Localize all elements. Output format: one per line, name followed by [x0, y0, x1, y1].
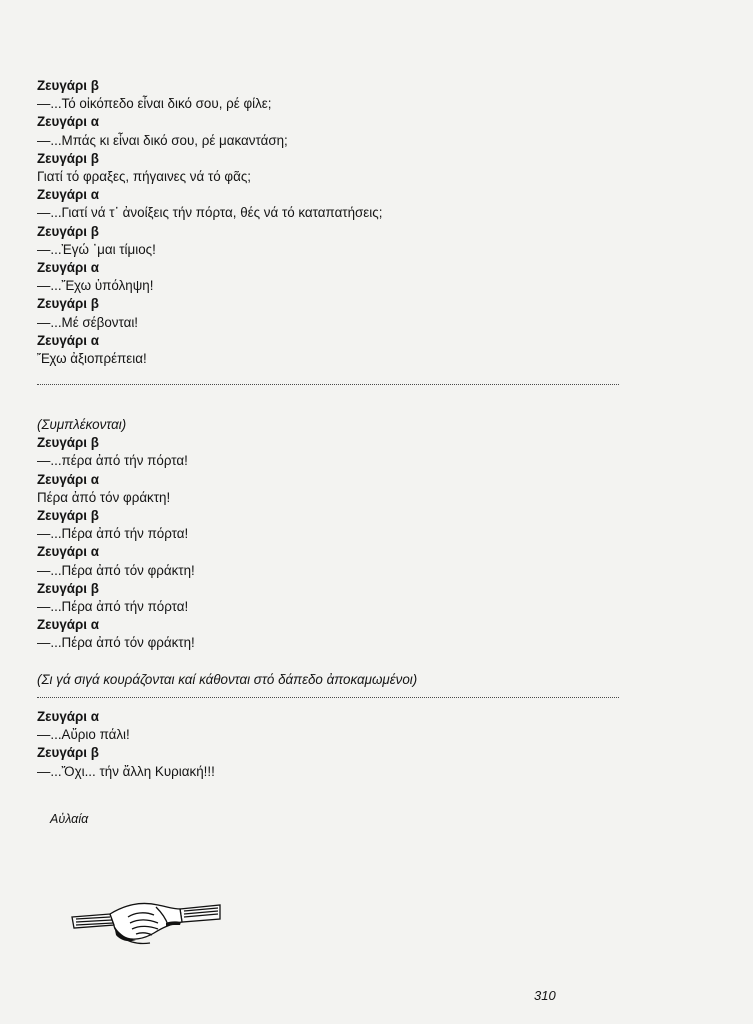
divider-2: [37, 697, 619, 698]
speaker-name: Ζευγάρι α: [37, 260, 99, 276]
dialogue-line: —...Ὄχι... τήν ἄλλη Κυριακή!!!: [37, 763, 215, 779]
speaker-name: Ζευγάρι β: [37, 150, 99, 166]
stage-direction: (Συμπλέκονται): [37, 417, 127, 432]
dialogue-section-2: [37, 416, 637, 653]
stage-direction: (Σι γά σιγά κουράζονται καί κάθονται στό δάπεδο ἀποκαμωμένοι): [37, 672, 418, 687]
speaker-name: Ζευγάρι β: [37, 508, 99, 524]
dialogue-line: Ἔχω ἀξιοπρέπεια!: [37, 351, 147, 367]
speaker-name: Ζευγάρι α: [37, 617, 99, 633]
dialogue-line: Πέρα ἀπό τόν φράκτη!: [37, 489, 171, 505]
dialogue-line: —...Μπάς κι εἶναι δικό σου, ρέ μακαντάση;: [37, 132, 288, 148]
dialogue-line: —...πέρα ἀπό τήν πόρτα!: [37, 453, 188, 469]
dialogue-line: —...Πέρα ἀπό τόν φράκτη!: [37, 635, 195, 651]
speaker-name: Ζευγάρι β: [37, 296, 99, 312]
speaker-name: Ζευγάρι α: [37, 471, 99, 487]
dialogue-line: —...Ἐγώ ᾽μαι τίμιος!: [37, 241, 156, 257]
speaker-name: Ζευγάρι β: [37, 745, 99, 761]
handshake-icon: [70, 895, 222, 952]
speaker-name: Ζευγάρι α: [37, 114, 99, 130]
dialogue-line: —...Μέ σέβονται!: [37, 314, 139, 330]
speaker-name: Ζευγάρι β: [37, 223, 99, 239]
speaker-name: Ζευγάρι β: [37, 435, 99, 451]
stage-direction-block: [37, 671, 637, 704]
page-number: 310: [534, 988, 556, 1003]
dialogue-line: —...Πέρα ἀπό τήν πόρτα!: [37, 526, 189, 542]
divider-1: [37, 377, 637, 391]
speaker-name: Ζευγάρι α: [37, 544, 99, 560]
dialogue-line: —...Πέρα ἀπό τήν πόρτα!: [37, 599, 189, 615]
dialogue-section-1: [37, 77, 637, 368]
dialogue-line: —...Γιατί νά τ᾽ ἀνοίξεις τήν πόρτα, θές νά τό καταπατήσεις;: [37, 205, 383, 221]
speaker-name: Ζευγάρι β: [37, 580, 99, 596]
dialogue-line: —...Πέρα ἀπό τόν φράκτη!: [37, 562, 195, 578]
dialogue-section-3: [37, 708, 637, 781]
speaker-name: Ζευγάρι β: [37, 78, 99, 93]
dialogue-line: —...Αὔριο πάλι!: [37, 727, 130, 743]
dialogue-line: Γιατί τό φραξες, πήγαινες νά τό φᾶς;: [37, 169, 252, 185]
speaker-name: Ζευγάρι α: [37, 709, 99, 724]
dialogue-line: —...Ἔχω ὑπόληψη!: [37, 278, 154, 294]
curtain-label: Αὐλαία: [50, 812, 89, 826]
speaker-name: Ζευγάρι α: [37, 187, 99, 203]
speaker-name: Ζευγάρι α: [37, 332, 99, 348]
dialogue-line: —...Τό οἰκόπεδο εἶναι δικό σου, ρέ φίλε;: [37, 96, 272, 112]
